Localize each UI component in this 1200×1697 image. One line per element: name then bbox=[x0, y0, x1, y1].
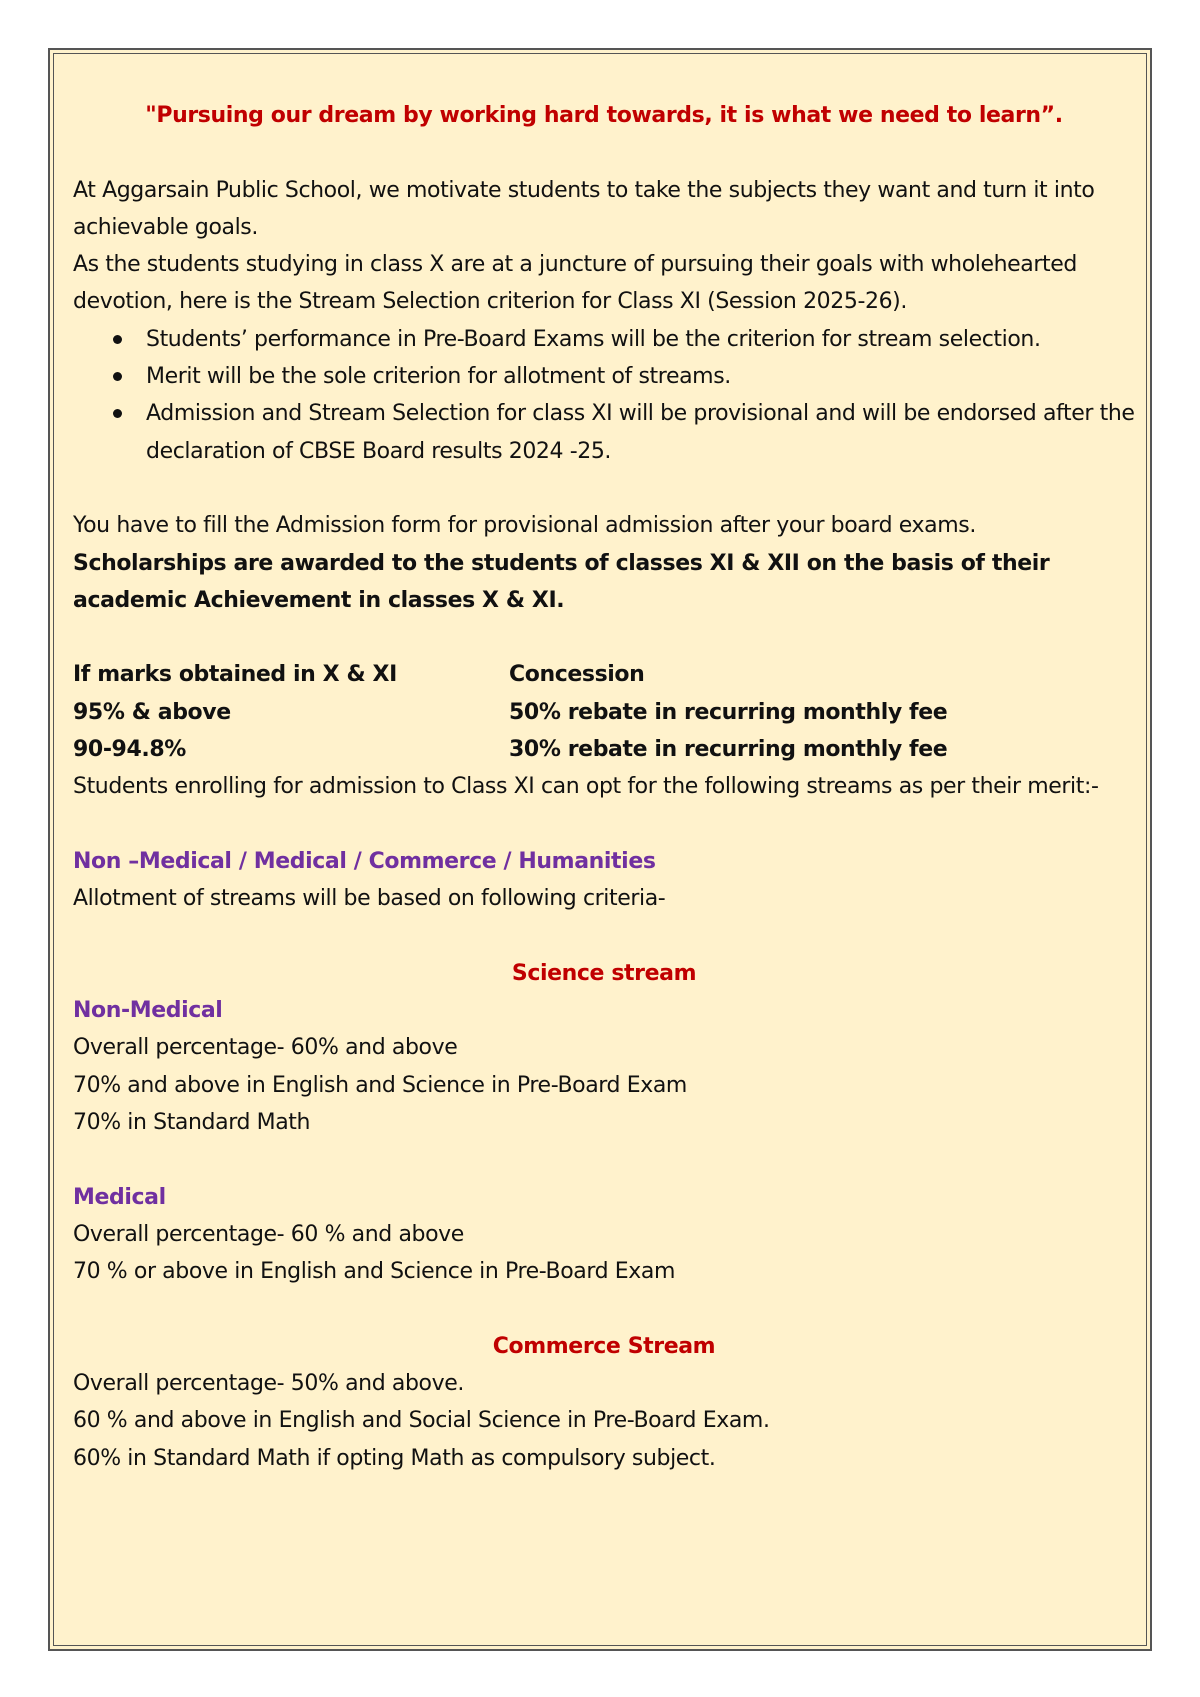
bullet-text: Merit will be the sole criterion for allotment of streams. bbox=[146, 364, 731, 390]
intro-paragraph: As the students studying in class X are at a juncture of pursuing their goals with wholehearted devotion, here is the Stream Selection criterion for Class XI (Session 2025-26). bbox=[73, 252, 1077, 315]
marks-cell: 90-94.8% bbox=[73, 737, 186, 763]
page-frame bbox=[48, 48, 1152, 1651]
spacer bbox=[73, 1291, 1135, 1328]
concession-table-row bbox=[73, 694, 1135, 731]
commerce-stream-heading: Commerce Stream bbox=[492, 1333, 716, 1359]
criteria-line: Overall percentage- 60 % and above bbox=[73, 1221, 464, 1247]
spacer bbox=[73, 1141, 1135, 1178]
criteria-line: Overall percentage- 50% and above. bbox=[73, 1371, 464, 1397]
criteria-line: 70% and above in English and Science in Pre-Board Exam bbox=[73, 1072, 687, 1098]
criteria-line: 70 % or above in English and Science in Pre-Board Exam bbox=[73, 1259, 676, 1285]
bullet-icon bbox=[113, 335, 122, 344]
header-cell-concession: Concession bbox=[509, 662, 645, 688]
bullet-item bbox=[73, 395, 1135, 470]
medical-heading: Medical bbox=[73, 1184, 166, 1210]
non-medical-heading: Non-Medical bbox=[73, 998, 223, 1024]
spacer bbox=[73, 470, 1135, 507]
motto-quote: "Pursuing our dream by working hard towards, it is what we need to learn”. bbox=[145, 103, 1063, 128]
bullet-item bbox=[73, 321, 1135, 358]
document-content bbox=[73, 97, 1135, 1477]
bullet-icon bbox=[113, 409, 122, 418]
bullet-text: Students’ performance in Pre-Board Exams will be the criterion for stream selection. bbox=[146, 326, 1041, 352]
criteria-bullet-list bbox=[73, 321, 1135, 470]
bullet-item bbox=[73, 358, 1135, 395]
streams-list-heading: Non –Medical / Medical / Commerce / Humanities bbox=[73, 848, 656, 874]
criteria-line: 60 % and above in English and Social Science in Pre-Board Exam. bbox=[73, 1408, 770, 1434]
bullet-icon bbox=[113, 372, 122, 381]
concession-table-row bbox=[73, 731, 1135, 768]
scholarship-note: Scholarships are awarded to the students of classes XI & XII on the basis of their academic Achievement in classes X & XI. bbox=[73, 550, 1050, 613]
criteria-line: 70% in Standard Math bbox=[73, 1110, 311, 1136]
concession-cell: 30% rebate in recurring monthly fee bbox=[509, 737, 948, 763]
concession-cell: 50% rebate in recurring monthly fee bbox=[509, 699, 948, 725]
concession-table-header bbox=[73, 656, 1135, 693]
spacer bbox=[73, 918, 1135, 955]
header-cell-marks: If marks obtained in X & XI bbox=[73, 662, 397, 688]
streams-intro: Students enrolling for admission to Class XI can opt for the following streams as per their merit:- bbox=[73, 774, 1099, 800]
spacer bbox=[73, 619, 1135, 656]
admission-note: You have to fill the Admission form for provisional admission after your board exams. bbox=[73, 513, 976, 539]
concession-table bbox=[73, 656, 1135, 768]
spacer bbox=[73, 134, 1135, 171]
science-stream-heading: Science stream bbox=[511, 960, 697, 986]
spacer bbox=[73, 806, 1135, 843]
criteria-line: 60% in Standard Math if opting Math as compulsory subject. bbox=[73, 1445, 716, 1471]
intro-paragraph: At Aggarsain Public School, we motivate students to take the subjects they want and turn it into achievable goals. bbox=[73, 177, 1095, 240]
bullet-text: Admission and Stream Selection for class XI will be provisional and will be endorsed after the declaration of CBSE Board results 2024 -25. bbox=[146, 401, 1135, 464]
allotment-note: Allotment of streams will be based on following criteria- bbox=[73, 886, 666, 912]
marks-cell: 95% & above bbox=[73, 699, 231, 725]
criteria-line: Overall percentage- 60% and above bbox=[73, 1035, 458, 1061]
